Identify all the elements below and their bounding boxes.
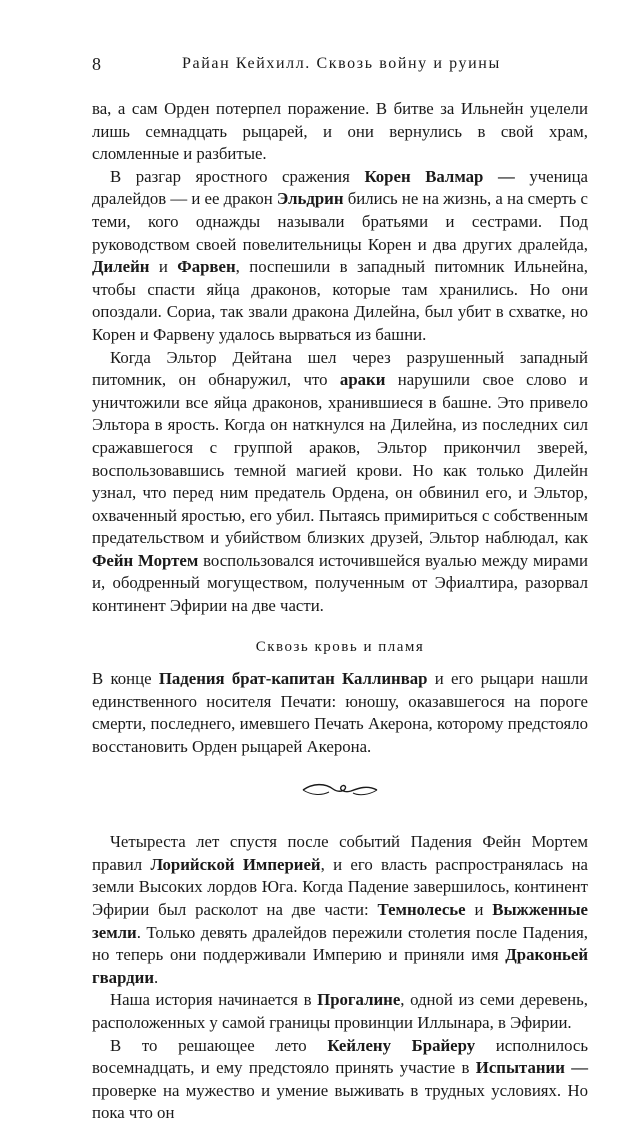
paragraph: ва, а сам Орден потерпел поражение. В битве за Ильнейн уцелели лишь семнадцать рыцарей, и они вернулись в свой храм, сломленные и разбитые. <box>92 99 588 164</box>
page-header <box>92 54 592 78</box>
section-title: Сквозь кровь и пламя <box>255 638 425 655</box>
flourish-ornament-icon <box>92 781 588 806</box>
bold-term: Лорийской Империей <box>150 854 321 874</box>
paragraph: Когда Эльтор Дейтана шел через разрушенный западный питомник, он обнаружил, что араки нарушили свое слово и уничтожили все яйца драконов, хранившиеся в башне. Это привело Эльтора в ярость. Когда он наткнулся на Дилейна, из последних сил сражавшегося с группой араков, Эльтор прикончил зверей, воспользовавшись темной магией крови. Но как только Дилейн узнал, что перед ним предатель Ордена, он обвинил его, и Эльтор, охваченный яростью, его убил. Пытаясь примириться с собственным предательством и убийством близких друзей, Эльтор наблюдал, как Фейн Мортем воспользовался источившейся вуалью между мирами и, ободренный могуществом, полученным от Эфиалтира, разорвал континент Эфирии на две части. <box>92 347 588 616</box>
bold-term: Выжженные земли <box>92 900 588 942</box>
bold-term: Эльдрин <box>276 189 344 209</box>
bold-term: Падения брат-капитан Каллинвар <box>158 669 428 689</box>
body-text <box>92 98 588 1125</box>
bold-term: Прогалине <box>317 990 401 1010</box>
bold-term: араки <box>339 370 386 390</box>
paragraph: Четыреста лет спустя после событий Падения Фейн Мортем правил Лорийской Империей, и его власть распространялась на земли Высоких лордов Юга. Когда Падение завершилось, континент Эфирии был расколот на две части: Темнолесье и Выжженные земли. Только девять дралейдов пережили столетия после Падения, но теперь они поддерживали Империю и приняли имя Драконьей гвардии. <box>92 832 589 987</box>
bold-term: Фейн Мортем <box>92 550 199 570</box>
paragraph: Наша история начинается в Прогалине, одной из семи деревень, расположенных у самой границы провинции Иллынара, в Эфирии. <box>92 990 588 1032</box>
running-title: Райан Кейхилл. Сквозь войну и руины <box>182 55 501 72</box>
bold-term: Кейлену Брайеру <box>327 1035 476 1055</box>
page-number: 8 <box>92 54 102 74</box>
bold-term: Темнолесье <box>377 900 466 919</box>
bold-term: Дилейн <box>92 257 150 277</box>
paragraph: В то решающее лето Кейлену Брайеру исполнилось восемнадцать, и ему предстояло принять участие в Испытании — проверке на мужество и умение выживать в трудных условиях. Но пока что он <box>92 1035 589 1123</box>
bold-term: Драконьей гвардии <box>92 945 588 987</box>
bold-term: Фарвен <box>177 257 236 277</box>
paragraph: В конце Падения брат-капитан Каллинвар и его рыцари нашли единственного носителя Печати: юношу, оказавшегося на пороге смерти, последнего, имевшего Печать Акерона, которому предстояло восстановить Орден рыцарей Акерона. <box>92 669 588 757</box>
bold-term: Корен Валмар — <box>364 166 515 186</box>
bold-term: Испытании — <box>475 1058 588 1078</box>
paragraph: В разгар яростного сражения Корен Валмар — ученица дралейдов — и ее дракон Эльдрин бились не на жизнь, а на смерть с теми, кого однажды называли братьями и сестрами. Под руководством своей повелительницы Корен и два других дралейда, Дилейн и Фарвен, поспешили в западный питомник Ильнейна, чтобы спасти яйца драконов, которые там хранились. Но они опоздали. Сориа, так звали дракона Дилейна, был убит в схватке, но Корен и Фарвену удалось вырваться из башни. <box>92 166 589 344</box>
